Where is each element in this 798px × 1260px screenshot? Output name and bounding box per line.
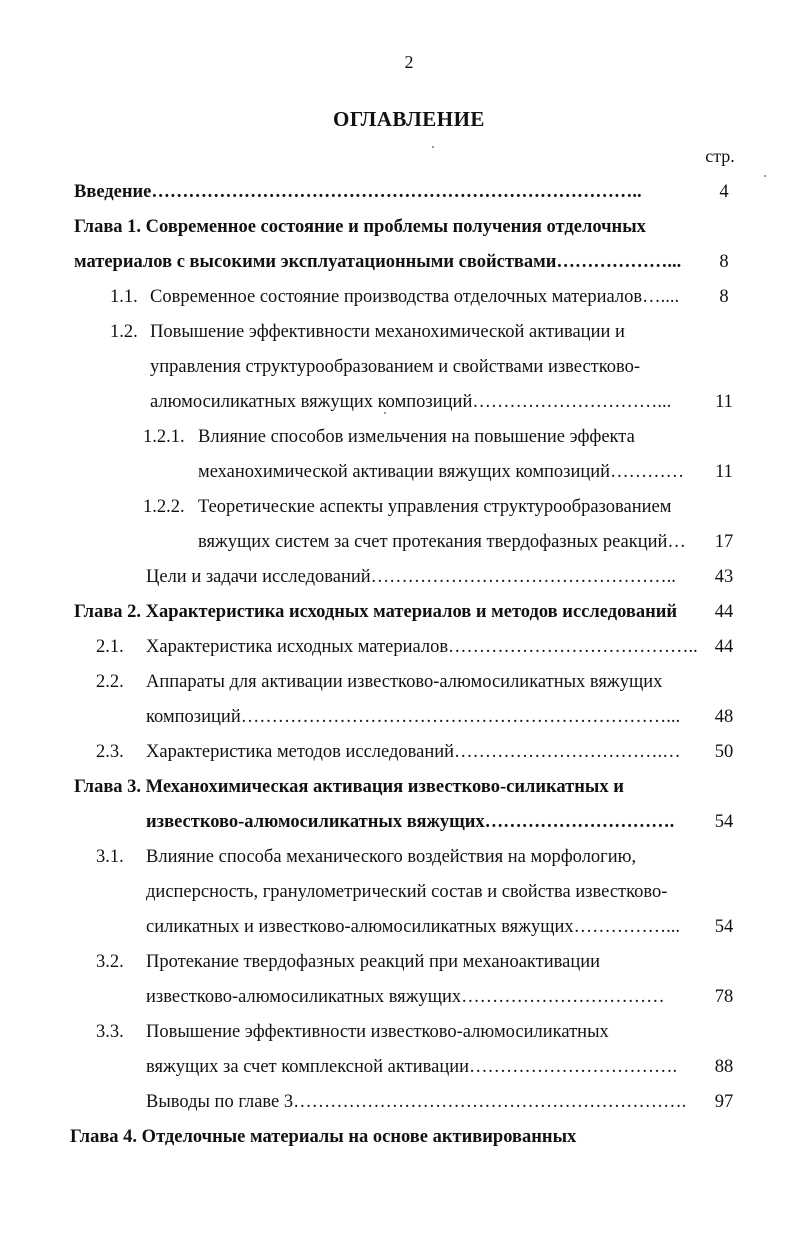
toc-entry-page: 43 <box>714 567 734 587</box>
toc-entry-text: Глава 3. Механохимическая активация известково-силикатных и <box>74 777 624 797</box>
toc-entry-3-1 <box>0 842 798 872</box>
toc-entry-page: 88 <box>714 1057 734 1077</box>
scan-speck <box>764 175 766 177</box>
toc-entry-1-2-2-cont <box>0 527 798 557</box>
toc-entry-chapter-1 <box>0 212 798 242</box>
toc-entry-text: Глава 1. Современное состояние и проблемы получения отделочных <box>74 217 646 237</box>
toc-entry-text: Протекание твердофазных реакций при механоактивации <box>146 952 601 972</box>
toc-entry-page: 44 <box>714 637 734 657</box>
toc-entry-number: 1.2.1. <box>143 427 185 447</box>
page-number: 2 <box>404 52 414 72</box>
toc-entry-text: Влияние способа механического воздействия на морфологию, <box>146 847 637 867</box>
toc-entry-3-2-cont <box>0 982 798 1012</box>
toc-entry-text: алюмосиликатных вяжущих композиций…………………………... <box>150 392 672 412</box>
toc-entry-1-2-1 <box>0 422 798 452</box>
toc-entry-text: механохимической активации вяжущих композиций………… <box>198 462 685 482</box>
toc-entry-text: силикатных и известково-алюмосиликатных вяжущих……………... <box>146 917 680 937</box>
scan-speck <box>432 146 434 148</box>
toc-entry-chapter-3-cont <box>0 807 798 837</box>
toc-entry-introduction <box>0 177 798 207</box>
scan-speck <box>384 412 386 414</box>
toc-entry-page: 44 <box>714 602 734 622</box>
toc-entry-2-3 <box>0 737 798 767</box>
toc-entry-text: дисперсность, гранулометрический состав и свойства известково- <box>146 882 668 902</box>
toc-entry-text: Выводы по главе 3………………………………………………………. <box>146 1092 687 1112</box>
toc-entry-page: 78 <box>714 987 734 1007</box>
toc-entry-text: Влияние способов измельчения на повышение эффекта <box>198 427 635 447</box>
toc-entry-chapter-1-cont <box>0 247 798 277</box>
toc-title: ОГЛАВЛЕНИЕ <box>333 107 485 131</box>
toc-entry-text: известково-алюмосиликатных вяжущих…………………………. <box>146 812 675 832</box>
toc-entry-1-1 <box>0 282 798 312</box>
toc-entry-1-2 <box>0 317 798 347</box>
toc-entry-text: композиций……………………………………………………………... <box>146 707 681 727</box>
toc-entry-3-2 <box>0 947 798 977</box>
toc-entry-3-3-cont <box>0 1052 798 1082</box>
toc-entry-page: 50 <box>714 742 734 762</box>
toc-entry-text: вяжущих систем за счет протекания твердофазных реакций… <box>198 532 686 552</box>
toc-entry-text: Введение…………………………………………………………………….. <box>74 182 642 202</box>
toc-entry-number: 1.2.2. <box>143 497 185 517</box>
toc-entry-3-1-cont <box>0 912 798 942</box>
toc-entry-goals <box>0 562 798 592</box>
toc-entry-2-2-cont <box>0 702 798 732</box>
toc-entry-page: 17 <box>714 532 734 552</box>
toc-entry-number: 1.1. <box>110 287 138 307</box>
toc-entry-2-1 <box>0 632 798 662</box>
toc-entry-number: 1.2. <box>110 322 138 342</box>
toc-entry-page: 8 <box>719 287 729 307</box>
toc-entry-page: 11 <box>715 392 733 412</box>
toc-entry-1-2-cont <box>0 352 798 382</box>
toc-entry-1-2-cont <box>0 387 798 417</box>
toc-entry-number: 2.3. <box>96 742 124 762</box>
toc-entry-page: 11 <box>715 462 733 482</box>
toc-entry-text: Современное состояние производства отделочных материалов….... <box>150 287 680 307</box>
toc-entry-page: 4 <box>719 182 729 202</box>
toc-entry-text: материалов с высокими эксплуатационными свойствами………………... <box>74 252 682 272</box>
toc-entry-conclusions-3 <box>0 1087 798 1117</box>
toc-entry-text: Характеристика исходных материалов………………………………….. <box>146 637 698 657</box>
toc-entry-text: Цели и задачи исследований………………………………………….. <box>146 567 676 587</box>
toc-entry-number: 2.2. <box>96 672 124 692</box>
toc-entry-page: 48 <box>714 707 734 727</box>
toc-entry-text: Повышение эффективности известково-алюмосиликатных <box>146 1022 609 1042</box>
toc-entry-page: 54 <box>714 917 734 937</box>
toc-entry-3-1-cont <box>0 877 798 907</box>
toc-entry-page: 97 <box>714 1092 734 1112</box>
toc-entry-text: Повышение эффективности механохимической активации и <box>150 322 625 342</box>
toc-entry-text: Характеристика методов исследований…………………………….… <box>146 742 681 762</box>
toc-entry-text: Глава 4. Отделочные материалы на основе активированных <box>70 1127 577 1147</box>
toc-entry-text: управления структурообразованием и свойствами известково- <box>150 357 641 377</box>
toc-entry-2-2 <box>0 667 798 697</box>
page-column-label: стр. <box>705 146 735 166</box>
toc-entry-3-3 <box>0 1017 798 1047</box>
toc-entry-1-2-2 <box>0 492 798 522</box>
toc-entry-text: Глава 2. Характеристика исходных материалов и методов исследований <box>74 602 678 622</box>
toc-entry-chapter-3 <box>0 772 798 802</box>
toc-entry-number: 3.1. <box>96 847 124 867</box>
toc-entry-page: 54 <box>714 812 734 832</box>
toc-entry-page: 8 <box>719 252 729 272</box>
toc-entry-number: 3.3. <box>96 1022 124 1042</box>
toc-entry-text: известково-алюмосиликатных вяжущих…………………………… <box>146 987 665 1007</box>
toc-entry-chapter-4 <box>0 1122 798 1152</box>
toc-entry-text: вяжущих за счет комплексной активации……………………………. <box>146 1057 678 1077</box>
toc-entry-text: Теоретические аспекты управления структурообразованием <box>198 497 672 517</box>
toc-entry-chapter-2 <box>0 597 798 627</box>
toc-entry-1-2-1-cont <box>0 457 798 487</box>
toc-entry-number: 3.2. <box>96 952 124 972</box>
toc-entry-text: Аппараты для активации известково-алюмосиликатных вяжущих <box>146 672 663 692</box>
toc-entry-number: 2.1. <box>96 637 124 657</box>
